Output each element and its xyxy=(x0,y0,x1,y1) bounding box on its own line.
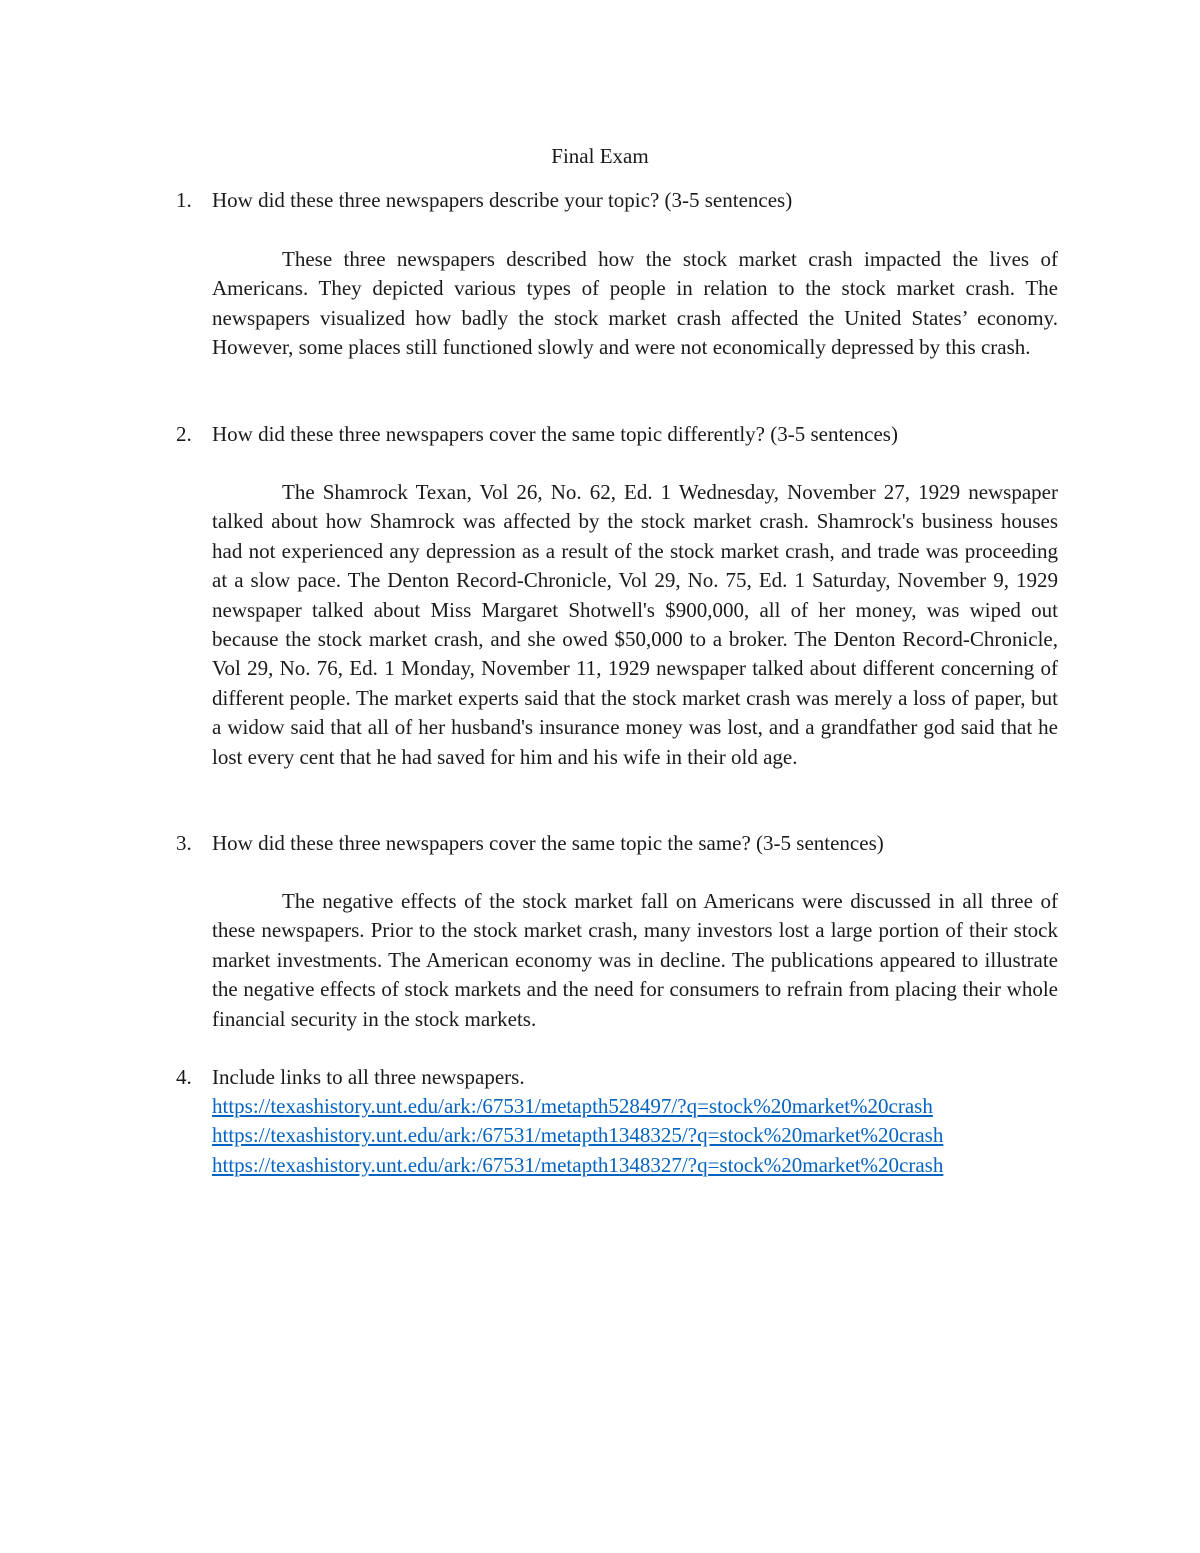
answer-1: These three newspapers described how the stock market crash impacted the lives of Americans. They depicted various types of people in relation to the stock market crash. The newspapers visualized how badly the stock market crash affected the United States’ economy. However, some places still functioned slowly and were not economically depressed by this crash. xyxy=(212,247,1058,360)
question-3 xyxy=(176,829,1076,858)
question-number: 2. xyxy=(176,422,192,446)
newspaper-links xyxy=(212,1092,943,1180)
newspaper-link-2[interactable]: https://texashistory.unt.edu/ark:/67531/metapth1348325/?q=stock%20market%20crash xyxy=(212,1123,944,1148)
question-text: How did these three newspapers describe your topic? (3-5 sentences) xyxy=(212,188,793,212)
answer-3: The negative effects of the stock market fall on Americans were discussed in all three of these newspapers. Prior to the stock market crash, many investors lost a large portion of their stock market investments. The American economy was in decline. The publications appeared to illustrate the negative effects of stock markets and the need for consumers to refrain from placing their whole financial security in the stock markets. xyxy=(212,889,1058,1031)
question-number: 1. xyxy=(176,188,192,212)
question-text: How did these three newspapers cover the same topic differently? (3-5 sentences) xyxy=(212,422,898,446)
question-text: Include links to all three newspapers. xyxy=(212,1065,525,1089)
answer-2: The Shamrock Texan, Vol 26, No. 62, Ed. 1 Wednesday, November 27, 1929 newspaper talked about how Shamrock was affected by the stock market crash. Shamrock's business houses had not experienced any depression as a result of the stock market crash, and trade was proceeding at a slow pace. The Denton Record-Chronicle, Vol 29, No. 75, Ed. 1 Saturday, November 9, 1929 newspaper talked about Miss Margaret Shotwell's $900,000, all of her money, was wiped out because the stock market crash, and she owed $50,000 to a broker. The Denton Record-Chronicle, Vol 29, No. 76, Ed. 1 Monday, November 11, 1929 newspaper talked about different concerning of different people. The market experts said that the stock market crash was merely a loss of paper, but a widow said that all of her husband's insurance money was lost, and a grandfather god said that he lost every cent that he had saved for him and his wife in their old age. xyxy=(212,480,1058,769)
question-4 xyxy=(176,1063,1076,1092)
question-number: 3. xyxy=(176,831,192,855)
question-2 xyxy=(176,420,1076,449)
page-title: Final Exam xyxy=(551,144,649,168)
question-text: How did these three newspapers cover the same topic the same? (3-5 sentences) xyxy=(212,831,884,855)
question-number: 4. xyxy=(176,1065,192,1089)
newspaper-link-3[interactable]: https://texashistory.unt.edu/ark:/67531/metapth1348327/?q=stock%20market%20crash xyxy=(212,1152,944,1177)
question-1 xyxy=(176,186,1076,215)
newspaper-link-1[interactable]: https://texashistory.unt.edu/ark:/67531/metapth528497/?q=stock%20market%20crash xyxy=(212,1094,933,1118)
